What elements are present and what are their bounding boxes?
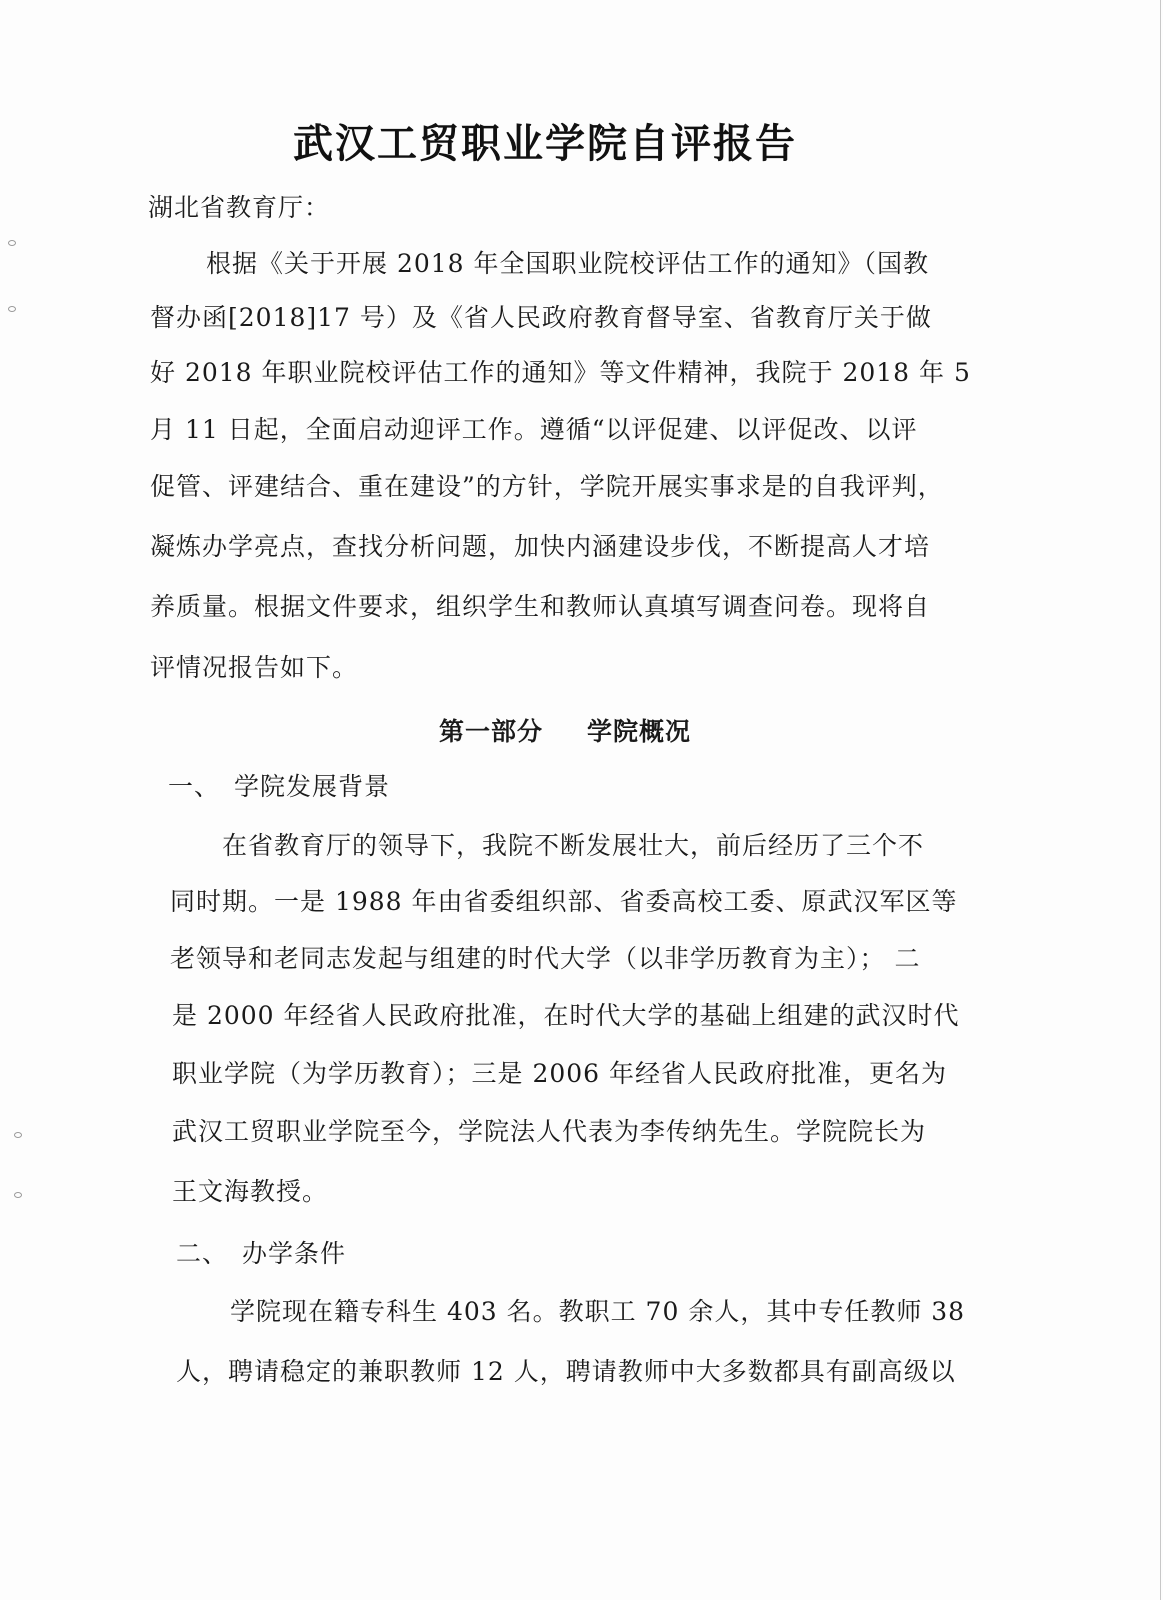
intro-line: 促管、评建结合、重在建设”的方针，学院开展实事求是的自我评判， bbox=[150, 472, 944, 501]
section-1-line: 职业学院（为学历教育）；三是 2006 年经省人民政府批准，更名为 bbox=[172, 1059, 948, 1088]
document-title: 武汉工贸职业学院自评报告 bbox=[293, 120, 797, 167]
addressee: 湖北省教育厅： bbox=[148, 193, 331, 222]
section-1-heading bbox=[168, 767, 390, 803]
section-2-line: 人，聘请稳定的兼职教师 12 人，聘请教师中大多数都具有副高级以 bbox=[176, 1357, 956, 1386]
part-title: 学院概况 bbox=[587, 717, 692, 746]
section-2-number: 二、 bbox=[176, 1239, 229, 1268]
intro-line: 养质量。根据文件要求，组织学生和教师认真填写调查问卷。现将自 bbox=[150, 592, 931, 621]
intro-line: 月 11 日起，全面启动迎评工作。遵循“以评促建、以评促改、以评 bbox=[150, 415, 918, 444]
section-1-line: 同时期。一是 1988 年由省委组织部、省委高校工委、原武汉军区等 bbox=[170, 887, 958, 916]
intro-line: 根据《关于开展 2018 年全国职业院校评估工作的通知》（国教 bbox=[206, 249, 930, 278]
section-1-number: 一、 bbox=[168, 772, 221, 801]
intro-line: 好 2018 年职业院校评估工作的通知》等文件精神，我院于 2018 年 5 bbox=[150, 358, 971, 387]
binding-hole-mark bbox=[8, 306, 16, 312]
intro-line: 凝炼办学亮点，查找分析问题，加快内涵建设步伐，不断提高人才培 bbox=[150, 532, 931, 561]
section-2-line: 学院现在籍专科生 403 名。教职工 70 余人，其中专任教师 38 bbox=[230, 1297, 966, 1326]
part-one-heading bbox=[0, 712, 1130, 748]
section-2-title: 办学条件 bbox=[242, 1239, 347, 1268]
section-1-line: 王文海教授。 bbox=[172, 1177, 329, 1206]
intro-line: 督办函[2018]17 号）及《省人民政府教育督导室、省教育厅关于做 bbox=[150, 303, 932, 332]
section-1-line: 武汉工贸职业学院至今，学院法人代表为李传纳先生。学院院长为 bbox=[172, 1117, 927, 1146]
section-1-line: 老领导和老同志发起与组建的时代大学（以非学历教育为主）； 二 bbox=[170, 944, 921, 973]
part-label: 第一部分 bbox=[438, 717, 543, 746]
section-1-line: 是 2000 年经省人民政府批准，在时代大学的基础上组建的武汉时代 bbox=[172, 1001, 960, 1030]
binding-hole-mark bbox=[14, 1192, 22, 1198]
binding-hole-mark bbox=[14, 1132, 22, 1138]
section-2-heading bbox=[176, 1234, 346, 1270]
scan-edge-line bbox=[1160, 0, 1161, 1600]
intro-line: 评情况报告如下。 bbox=[150, 653, 359, 682]
binding-hole-mark bbox=[8, 240, 16, 246]
section-1-line: 在省教育厅的领导下，我院不断发展壮大，前后经历了三个不 bbox=[222, 831, 925, 860]
section-1-title: 学院发展背景 bbox=[234, 772, 391, 801]
